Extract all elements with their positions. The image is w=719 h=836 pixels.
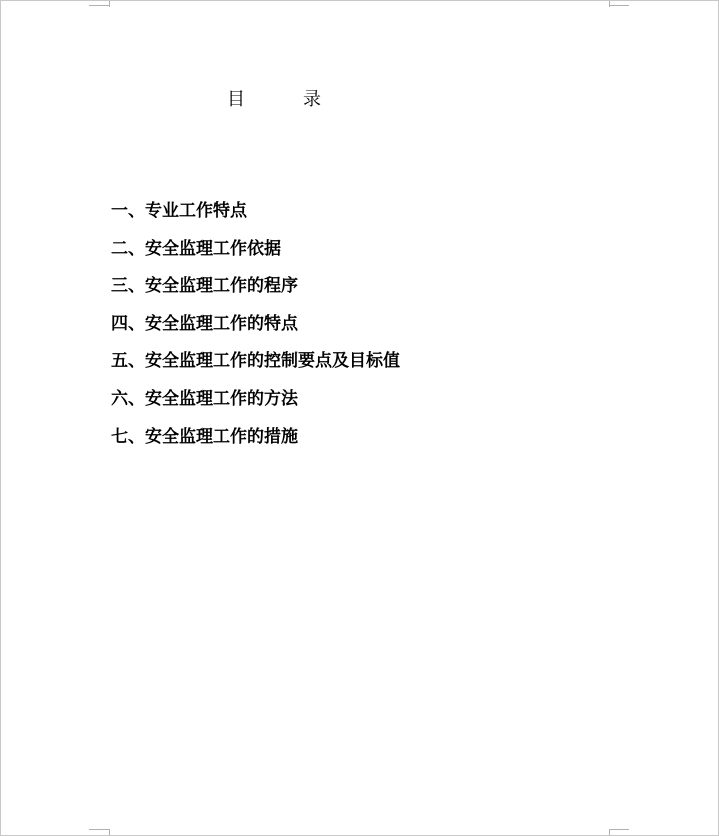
toc-title-char-2: 录 — [303, 89, 321, 110]
crop-mark-bottom-right-h — [609, 829, 629, 830]
toc-title — [227, 89, 321, 111]
toc-item-6: 六、安全监理工作的方法 — [111, 388, 298, 409]
crop-mark-bottom-left-h — [89, 829, 109, 830]
crop-mark-bottom-left-v — [109, 829, 110, 835]
crop-mark-top-left-h — [89, 5, 109, 6]
toc-item-3: 三、安全监理工作的程序 — [111, 276, 298, 297]
crop-mark-bottom-right-v — [609, 829, 610, 835]
toc-item-4: 四、安全监理工作的特点 — [111, 313, 298, 334]
crop-mark-top-right-h — [609, 5, 629, 6]
toc-item-5: 五、安全监理工作的控制要点及目标值 — [111, 351, 400, 372]
toc-list — [111, 200, 400, 463]
crop-mark-top-right-v — [609, 1, 610, 7]
toc-item-7: 七、安全监理工作的措施 — [111, 426, 298, 447]
toc-title-char-1: 目 — [227, 89, 245, 110]
toc-item-2: 二、安全监理工作依据 — [111, 238, 281, 259]
toc-item-1: 一、专业工作特点 — [111, 201, 247, 221]
crop-mark-top-left-v — [109, 1, 110, 7]
